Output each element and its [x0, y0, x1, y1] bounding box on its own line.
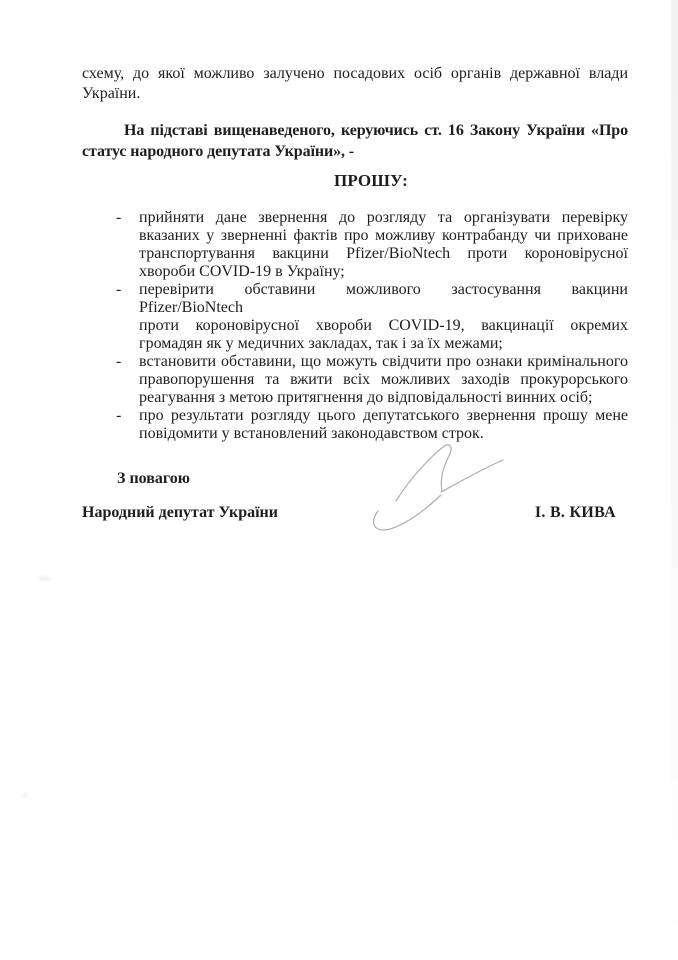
request-item	[82, 281, 628, 353]
text-line: про результати розгляду цього депутатського звернення прошу мене	[139, 407, 628, 424]
text-line: схему, до якої можливо залучено посадових осіб органів державної влади	[82, 65, 628, 82]
page-edge-shadow	[671, 0, 678, 960]
text-line: правопорушення та вжити всіх можливих заходів прокурорського	[139, 371, 628, 388]
list-dash-marker: -	[116, 281, 122, 298]
text-line: України.	[82, 85, 141, 102]
legal-basis-paragraph	[82, 120, 628, 162]
text-line: встановити обставини, що можуть свідчити про ознаки кримінального	[139, 353, 628, 370]
salutation: З повагою	[117, 470, 190, 487]
text-line: вказаних у зверненні фактів про можливу контрабанду чи приховане	[139, 227, 628, 244]
text-line: На підставі вищенаведеного, керуючись ст. 16 Закону України «Про	[124, 122, 628, 139]
handwritten-signature	[350, 437, 510, 537]
list-dash-marker: -	[116, 407, 122, 424]
text-line: хвороби COVID-19 в Україну;	[139, 263, 345, 280]
list-dash-marker: -	[116, 209, 122, 226]
list-dash-marker: -	[116, 353, 122, 370]
continuation-paragraph	[82, 64, 628, 104]
text-line: транспортування вакцини Pfizer/BioNtech проти короновірусної	[139, 245, 628, 262]
scan-smudge	[38, 576, 52, 581]
text-line: повідомити у встановлений законодавством строк.	[139, 425, 484, 442]
text-line: статус народного депутата України», -	[82, 143, 355, 160]
scan-smudge	[22, 793, 28, 798]
text-line: проти короновірусної хвороби COVID-19, вакцинації окремих	[139, 317, 628, 334]
text-line: прийняти дане звернення до розгляду та організувати перевірку	[139, 209, 628, 226]
signer-name: І. В. КИВА	[534, 504, 616, 521]
signature-stroke	[374, 495, 441, 530]
text-line: перевірити обставини можливого застосування вакцини Pfizer/BioNtech	[139, 281, 628, 316]
request-item	[82, 209, 628, 281]
request-item-text	[139, 281, 628, 353]
request-list	[82, 209, 628, 443]
request-item	[82, 353, 628, 407]
request-item-text	[139, 353, 628, 407]
signature-stroke	[441, 460, 503, 492]
signer-title: Народний депутат України	[82, 504, 278, 521]
text-line: громадян як у медичних закладах, так і за їх межами;	[139, 335, 503, 352]
signature-stroke	[396, 445, 451, 501]
request-item-text	[139, 209, 628, 281]
text-line: реагування з метою притягнення до відповідальності винних осіб;	[139, 389, 593, 406]
request-heading: ПРОШУ:	[333, 171, 409, 190]
